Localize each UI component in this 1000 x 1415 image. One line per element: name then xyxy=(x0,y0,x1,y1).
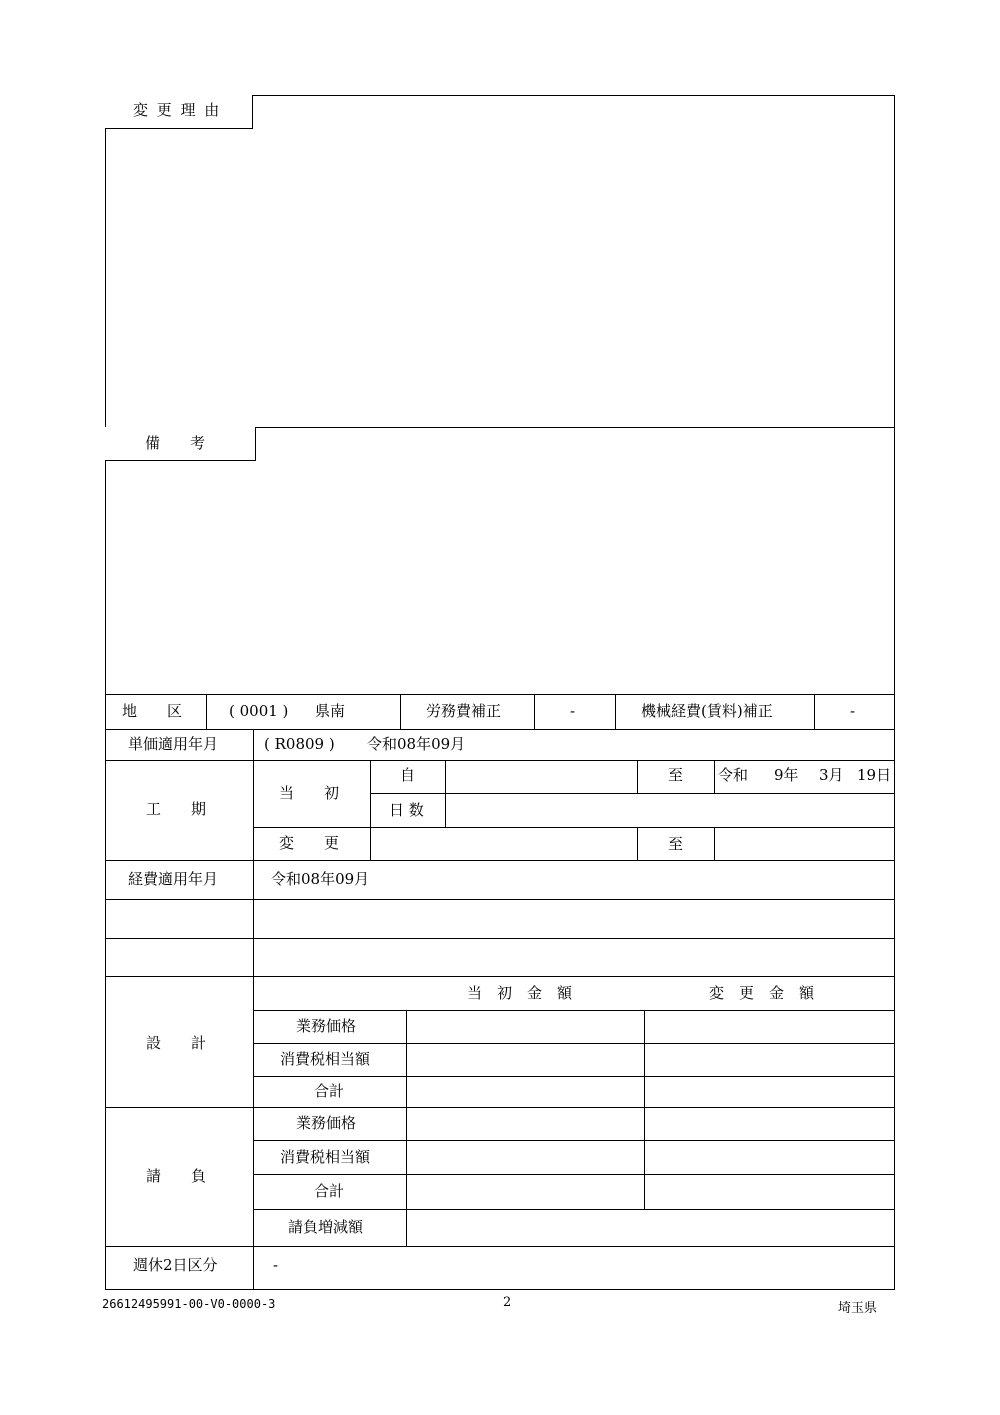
district-label: 地 区 xyxy=(122,702,183,720)
period-change-label: 変 更 xyxy=(279,834,340,852)
period-to-era: 令和 xyxy=(718,766,749,784)
period-to-year: 9年 xyxy=(774,766,799,784)
unit-price-label: 単価適用年月 xyxy=(128,735,219,753)
period-days-label: 日 数 xyxy=(389,801,424,819)
contract-row-tax: 消費税相当額 xyxy=(280,1148,371,1166)
expense-label: 経費適用年月 xyxy=(128,870,219,888)
doc-id: 26612495991-00-V0-0000-3 xyxy=(102,1297,276,1311)
remarks-label: 備 考 xyxy=(145,434,206,452)
issuer: 埼玉県 xyxy=(838,1301,878,1316)
remarks-area[interactable] xyxy=(106,462,894,692)
design-label: 設 計 xyxy=(146,1034,207,1052)
initial-amount-header: 当 初 金 額 xyxy=(467,984,573,1002)
design-row-price: 業務価格 xyxy=(296,1017,357,1035)
period-from-label: 自 xyxy=(400,766,416,784)
reason-label: 変 更 理 由 xyxy=(133,101,222,119)
machine-value: - xyxy=(850,702,856,720)
period-to-month: 3月 xyxy=(819,766,844,784)
contract-label: 請 負 xyxy=(146,1167,207,1185)
contract-row-diff: 請負増減額 xyxy=(288,1218,364,1236)
period-change-to-value[interactable] xyxy=(715,828,894,859)
contract-row-price: 業務価格 xyxy=(296,1114,357,1132)
unit-price-code: ( R0809 ) xyxy=(264,735,335,753)
reason-area[interactable] xyxy=(106,130,894,425)
period-from-value[interactable] xyxy=(446,761,636,792)
machine-label: 機械経費(賃料)補正 xyxy=(641,702,773,720)
period-days-value[interactable] xyxy=(446,794,894,826)
contract-row-total: 合計 xyxy=(314,1182,345,1200)
period-to-day: 19日 xyxy=(857,766,892,784)
expense-value: 令和08年09月 xyxy=(271,870,370,888)
labor-value: - xyxy=(570,702,576,720)
district-code: ( 0001 ) xyxy=(229,702,289,720)
period-change-to-label: 至 xyxy=(668,835,684,853)
period-label: 工 期 xyxy=(146,800,207,818)
labor-label: 労務費補正 xyxy=(426,702,502,720)
period-initial-label: 当 初 xyxy=(279,784,340,802)
district-name: 県南 xyxy=(315,702,346,720)
page-number: 2 xyxy=(503,1295,512,1310)
design-row-total: 合計 xyxy=(314,1082,345,1100)
period-change-value[interactable] xyxy=(371,828,636,859)
weekly-value: - xyxy=(273,1256,279,1274)
design-row-tax: 消費税相当額 xyxy=(280,1050,371,1068)
change-amount-header: 変 更 金 額 xyxy=(709,984,815,1002)
unit-price-value: 令和08年09月 xyxy=(367,735,466,753)
period-to-label: 至 xyxy=(668,766,684,784)
weekly-label: 週休2日区分 xyxy=(133,1256,218,1274)
